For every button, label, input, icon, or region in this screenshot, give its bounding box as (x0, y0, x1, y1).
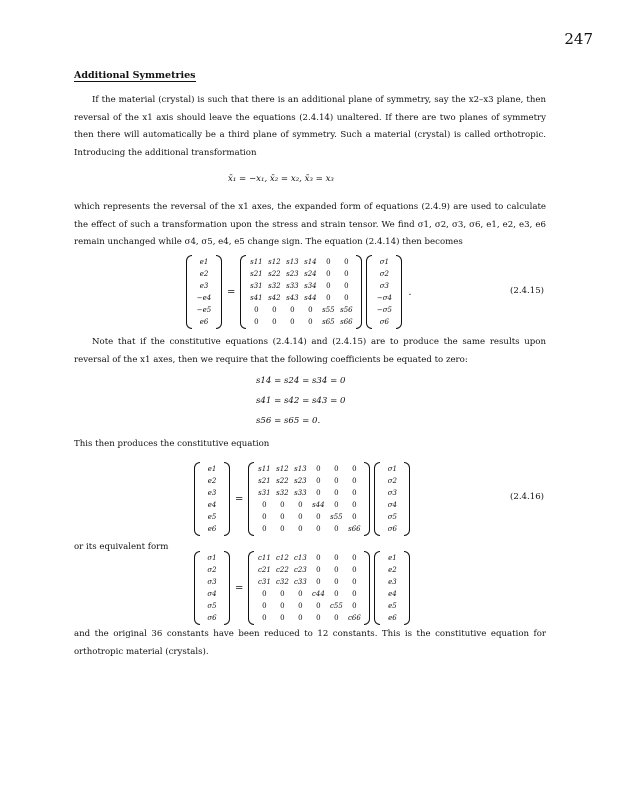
matrix-entry: s22 (276, 477, 289, 485)
vector-entry: e6 (207, 525, 217, 533)
vector-entry: −e5 (196, 306, 212, 314)
vector-entry: σ6 (379, 318, 389, 326)
matrix-entry: 0 (352, 489, 357, 497)
matrix-entry: 0 (254, 306, 259, 314)
matrix-entry: s21 (258, 477, 271, 485)
matrix-entry: 0 (352, 602, 357, 610)
paragraph-5: or its equivalent form (74, 542, 169, 552)
vector-entry: σ5 (387, 513, 397, 521)
paragraph-1: If the material (crystal) is such that there is an additional plane of symmetry, say the x2–x3 plane, then reversal of the x1 axis should leave the equations (2.4.14) unaltered. If there are two planes of symmetry then there will automatically be a third plane of symmetry. Such a material (crystal) is called orthotropic. Introducing the additional transformation (74, 95, 546, 158)
lhs-vector (194, 551, 230, 625)
equals-sign: = (235, 493, 244, 505)
matrix-entry: s12 (276, 465, 289, 473)
vector-entry: e4 (207, 501, 217, 509)
equals-sign: = (227, 286, 236, 298)
matrix-entry: 0 (280, 501, 285, 509)
vector-entry: σ3 (379, 282, 389, 290)
matrix-entry: s13 (286, 258, 299, 266)
matrix-entry: c12 (275, 554, 289, 562)
matrix-entry: s43 (286, 294, 299, 302)
lhs-vector (186, 255, 222, 329)
matrix-entry: 0 (316, 489, 321, 497)
matrix-entry: c13 (293, 554, 307, 562)
vector-entry: e2 (207, 477, 217, 485)
matrix-entry: c32 (275, 578, 289, 586)
matrix-entry: 0 (316, 614, 321, 622)
matrix-entry: s44 (304, 294, 317, 302)
matrix-entry: 0 (352, 590, 357, 598)
matrix-entry: s32 (268, 282, 281, 290)
rhs-vector (374, 551, 410, 625)
matrix-entry: 0 (298, 513, 303, 521)
vector-entry: σ2 (387, 477, 397, 485)
vector-entry: σ5 (207, 602, 217, 610)
equals-sign: = (235, 582, 244, 594)
vector-entry: −e4 (196, 294, 212, 302)
page-number: 247 (564, 30, 593, 48)
matrix-entry: c44 (311, 590, 325, 598)
vector-entry: σ2 (379, 270, 389, 278)
matrix-entry: 0 (316, 566, 321, 574)
paragraph-6: and the original 36 constants have been reduced to 12 constants. This is the constitutive equation for orthotropic material (crystals). (74, 629, 546, 657)
matrix-entry: 0 (280, 614, 285, 622)
vector-entry: −σ5 (376, 306, 392, 314)
matrix-entry: c33 (293, 578, 307, 586)
matrix-entry: s66 (348, 525, 361, 533)
vector-entry: e5 (388, 602, 397, 610)
matrix-entry: 0 (344, 270, 349, 278)
matrix-entry: 0 (316, 513, 321, 521)
vector-entry: e3 (388, 578, 397, 586)
vector-entry: e3 (207, 489, 217, 497)
matrix-entry: 0 (352, 465, 357, 473)
matrix-entry: 0 (280, 525, 285, 533)
matrix-entry: 0 (290, 318, 295, 326)
matrix-entry: 0 (326, 270, 331, 278)
matrix-entry: s23 (286, 270, 299, 278)
matrix-entry: s22 (268, 270, 281, 278)
matrix-entry: s34 (304, 282, 317, 290)
matrix-entry: 0 (352, 513, 357, 521)
coefficient-matrix (248, 551, 370, 625)
matrix-entry: 0 (326, 282, 331, 290)
matrix-entry: 0 (344, 282, 349, 290)
coefficient-matrix (240, 255, 362, 329)
matrix-entry: 0 (298, 501, 303, 509)
matrix-entry: c11 (257, 554, 271, 562)
vector-entry: σ6 (387, 525, 397, 533)
equation-label-2-4-15: (2.4.15) (510, 286, 545, 296)
matrix-entry: s65 (322, 318, 335, 326)
matrix-entry: 0 (344, 294, 349, 302)
paragraph-3: Note that if the constitutive equations (2.4.14) and (2.4.15) are to produce the same results upon reversal of the x1 axes, then we require that the following coefficients be equated to zero: (74, 337, 546, 365)
matrix-entry: 0 (298, 525, 303, 533)
rhs-vector (374, 462, 410, 536)
zero-equation-2: s41 = s42 = s43 = 0 (256, 396, 346, 406)
matrix-entry: 0 (262, 501, 267, 509)
section-heading: Additional Symmetries (74, 70, 196, 81)
rhs-vector (366, 255, 402, 329)
matrix-entry: 0 (352, 554, 357, 562)
matrix-entry: 0 (308, 318, 313, 326)
matrix-entry: 0 (298, 614, 303, 622)
matrix-entry: 0 (352, 578, 357, 586)
matrix-entry: 0 (334, 465, 339, 473)
matrix-entry: c66 (347, 614, 361, 622)
matrix-entry: 0 (316, 525, 321, 533)
matrix-entry: 0 (334, 489, 339, 497)
matrix-entry: 0 (272, 306, 277, 314)
lhs-vector (194, 462, 230, 536)
vector-entry: σ1 (379, 258, 389, 266)
matrix-entry: 0 (352, 477, 357, 485)
vector-entry: e6 (199, 318, 209, 326)
equation-2-4-15 (186, 255, 412, 329)
matrix-entry: 0 (316, 554, 321, 562)
matrix-entry: 0 (334, 554, 339, 562)
matrix-entry: 0 (254, 318, 259, 326)
vector-entry: σ4 (207, 590, 217, 598)
zero-equation-3: s56 = s65 = 0. (256, 416, 321, 426)
matrix-entry: 0 (316, 477, 321, 485)
matrix-entry: 0 (334, 501, 339, 509)
matrix-entry: 0 (344, 258, 349, 266)
matrix-entry: 0 (334, 590, 339, 598)
matrix-entry: 0 (280, 513, 285, 521)
matrix-entry: 0 (262, 513, 267, 521)
matrix-entry: c22 (275, 566, 289, 574)
matrix-entry: 0 (316, 578, 321, 586)
equation-2-4-16 (194, 462, 410, 536)
period: . (408, 286, 412, 298)
matrix-entry: s66 (340, 318, 353, 326)
paragraph-2: which represents the reversal of the x1 axes, the expanded form of equations (2.4.9) are used to calculate the effect of such a transformation upon the stress and strain tensor. We find σ1, σ2, σ3, σ6, e1, e2, e3, e6 remain unchanged while σ4, σ5, e4, e5 change sign. The equation (2.4.14) then becomes (74, 202, 546, 248)
matrix-entry: 0 (280, 602, 285, 610)
vector-entry: e6 (388, 614, 397, 622)
matrix-entry: 0 (334, 614, 339, 622)
matrix-entry: 0 (326, 258, 331, 266)
matrix-entry: 0 (316, 465, 321, 473)
matrix-entry: 0 (334, 525, 339, 533)
vector-entry: σ1 (207, 554, 217, 562)
matrix-entry: 0 (280, 590, 285, 598)
matrix-entry: s32 (276, 489, 289, 497)
transform-equation: x̄₁ = −x₁, x̄₂ = x₂, x̄₃ = x₃ (228, 174, 334, 184)
vector-entry: σ4 (387, 501, 397, 509)
matrix-entry: s33 (286, 282, 299, 290)
matrix-entry: s11 (258, 465, 271, 473)
matrix-entry: s23 (294, 477, 307, 485)
vector-entry: σ2 (207, 566, 217, 574)
vector-entry: e3 (199, 282, 209, 290)
matrix-entry: 0 (272, 318, 277, 326)
matrix-entry: 0 (308, 306, 313, 314)
matrix-entry: s41 (250, 294, 263, 302)
coefficient-matrix (248, 462, 370, 536)
matrix-entry: s31 (258, 489, 271, 497)
matrix-entry: 0 (352, 501, 357, 509)
matrix-entry: 0 (262, 614, 267, 622)
matrix-entry: s31 (250, 282, 263, 290)
matrix-entry: s21 (250, 270, 263, 278)
matrix-entry: c31 (257, 578, 271, 586)
matrix-entry: 0 (334, 578, 339, 586)
matrix-entry: 0 (316, 602, 321, 610)
matrix-entry: 0 (352, 566, 357, 574)
matrix-entry: 0 (262, 525, 267, 533)
matrix-entry: 0 (334, 477, 339, 485)
matrix-entry: s13 (294, 465, 307, 473)
equation-label-2-4-16: (2.4.16) (510, 492, 545, 502)
matrix-entry: s24 (304, 270, 317, 278)
matrix-entry: c21 (257, 566, 271, 574)
matrix-entry: s11 (250, 258, 263, 266)
vector-entry: e2 (388, 566, 397, 574)
matrix-entry: s56 (340, 306, 353, 314)
paragraph-4: This then produces the constitutive equation (74, 439, 270, 449)
matrix-entry: 0 (326, 294, 331, 302)
matrix-entry: s14 (304, 258, 317, 266)
matrix-entry: s55 (322, 306, 335, 314)
matrix-entry: 0 (262, 590, 267, 598)
matrix-entry: s33 (294, 489, 307, 497)
vector-entry: e1 (207, 465, 217, 473)
vector-entry: σ6 (207, 614, 217, 622)
vector-entry: e1 (388, 554, 397, 562)
vector-entry: e2 (199, 270, 209, 278)
matrix-entry: 0 (334, 566, 339, 574)
matrix-entry: s44 (312, 501, 325, 509)
matrix-entry: s12 (268, 258, 281, 266)
vector-entry: e5 (207, 513, 217, 521)
matrix-entry: c55 (329, 602, 343, 610)
matrix-entry: s42 (268, 294, 281, 302)
matrix-entry: 0 (290, 306, 295, 314)
matrix-entry: 0 (298, 602, 303, 610)
vector-entry: e4 (388, 590, 397, 598)
vector-entry: σ1 (387, 465, 397, 473)
vector-entry: σ3 (207, 578, 217, 586)
vector-entry: −σ4 (376, 294, 392, 302)
matrix-entry: s55 (330, 513, 343, 521)
equation-equivalent-form (194, 551, 410, 625)
vector-entry: σ3 (387, 489, 397, 497)
matrix-entry: 0 (298, 590, 303, 598)
zero-equation-1: s14 = s24 = s34 = 0 (256, 376, 346, 386)
matrix-entry: 0 (262, 602, 267, 610)
vector-entry: e1 (199, 258, 209, 266)
matrix-entry: c23 (293, 566, 307, 574)
